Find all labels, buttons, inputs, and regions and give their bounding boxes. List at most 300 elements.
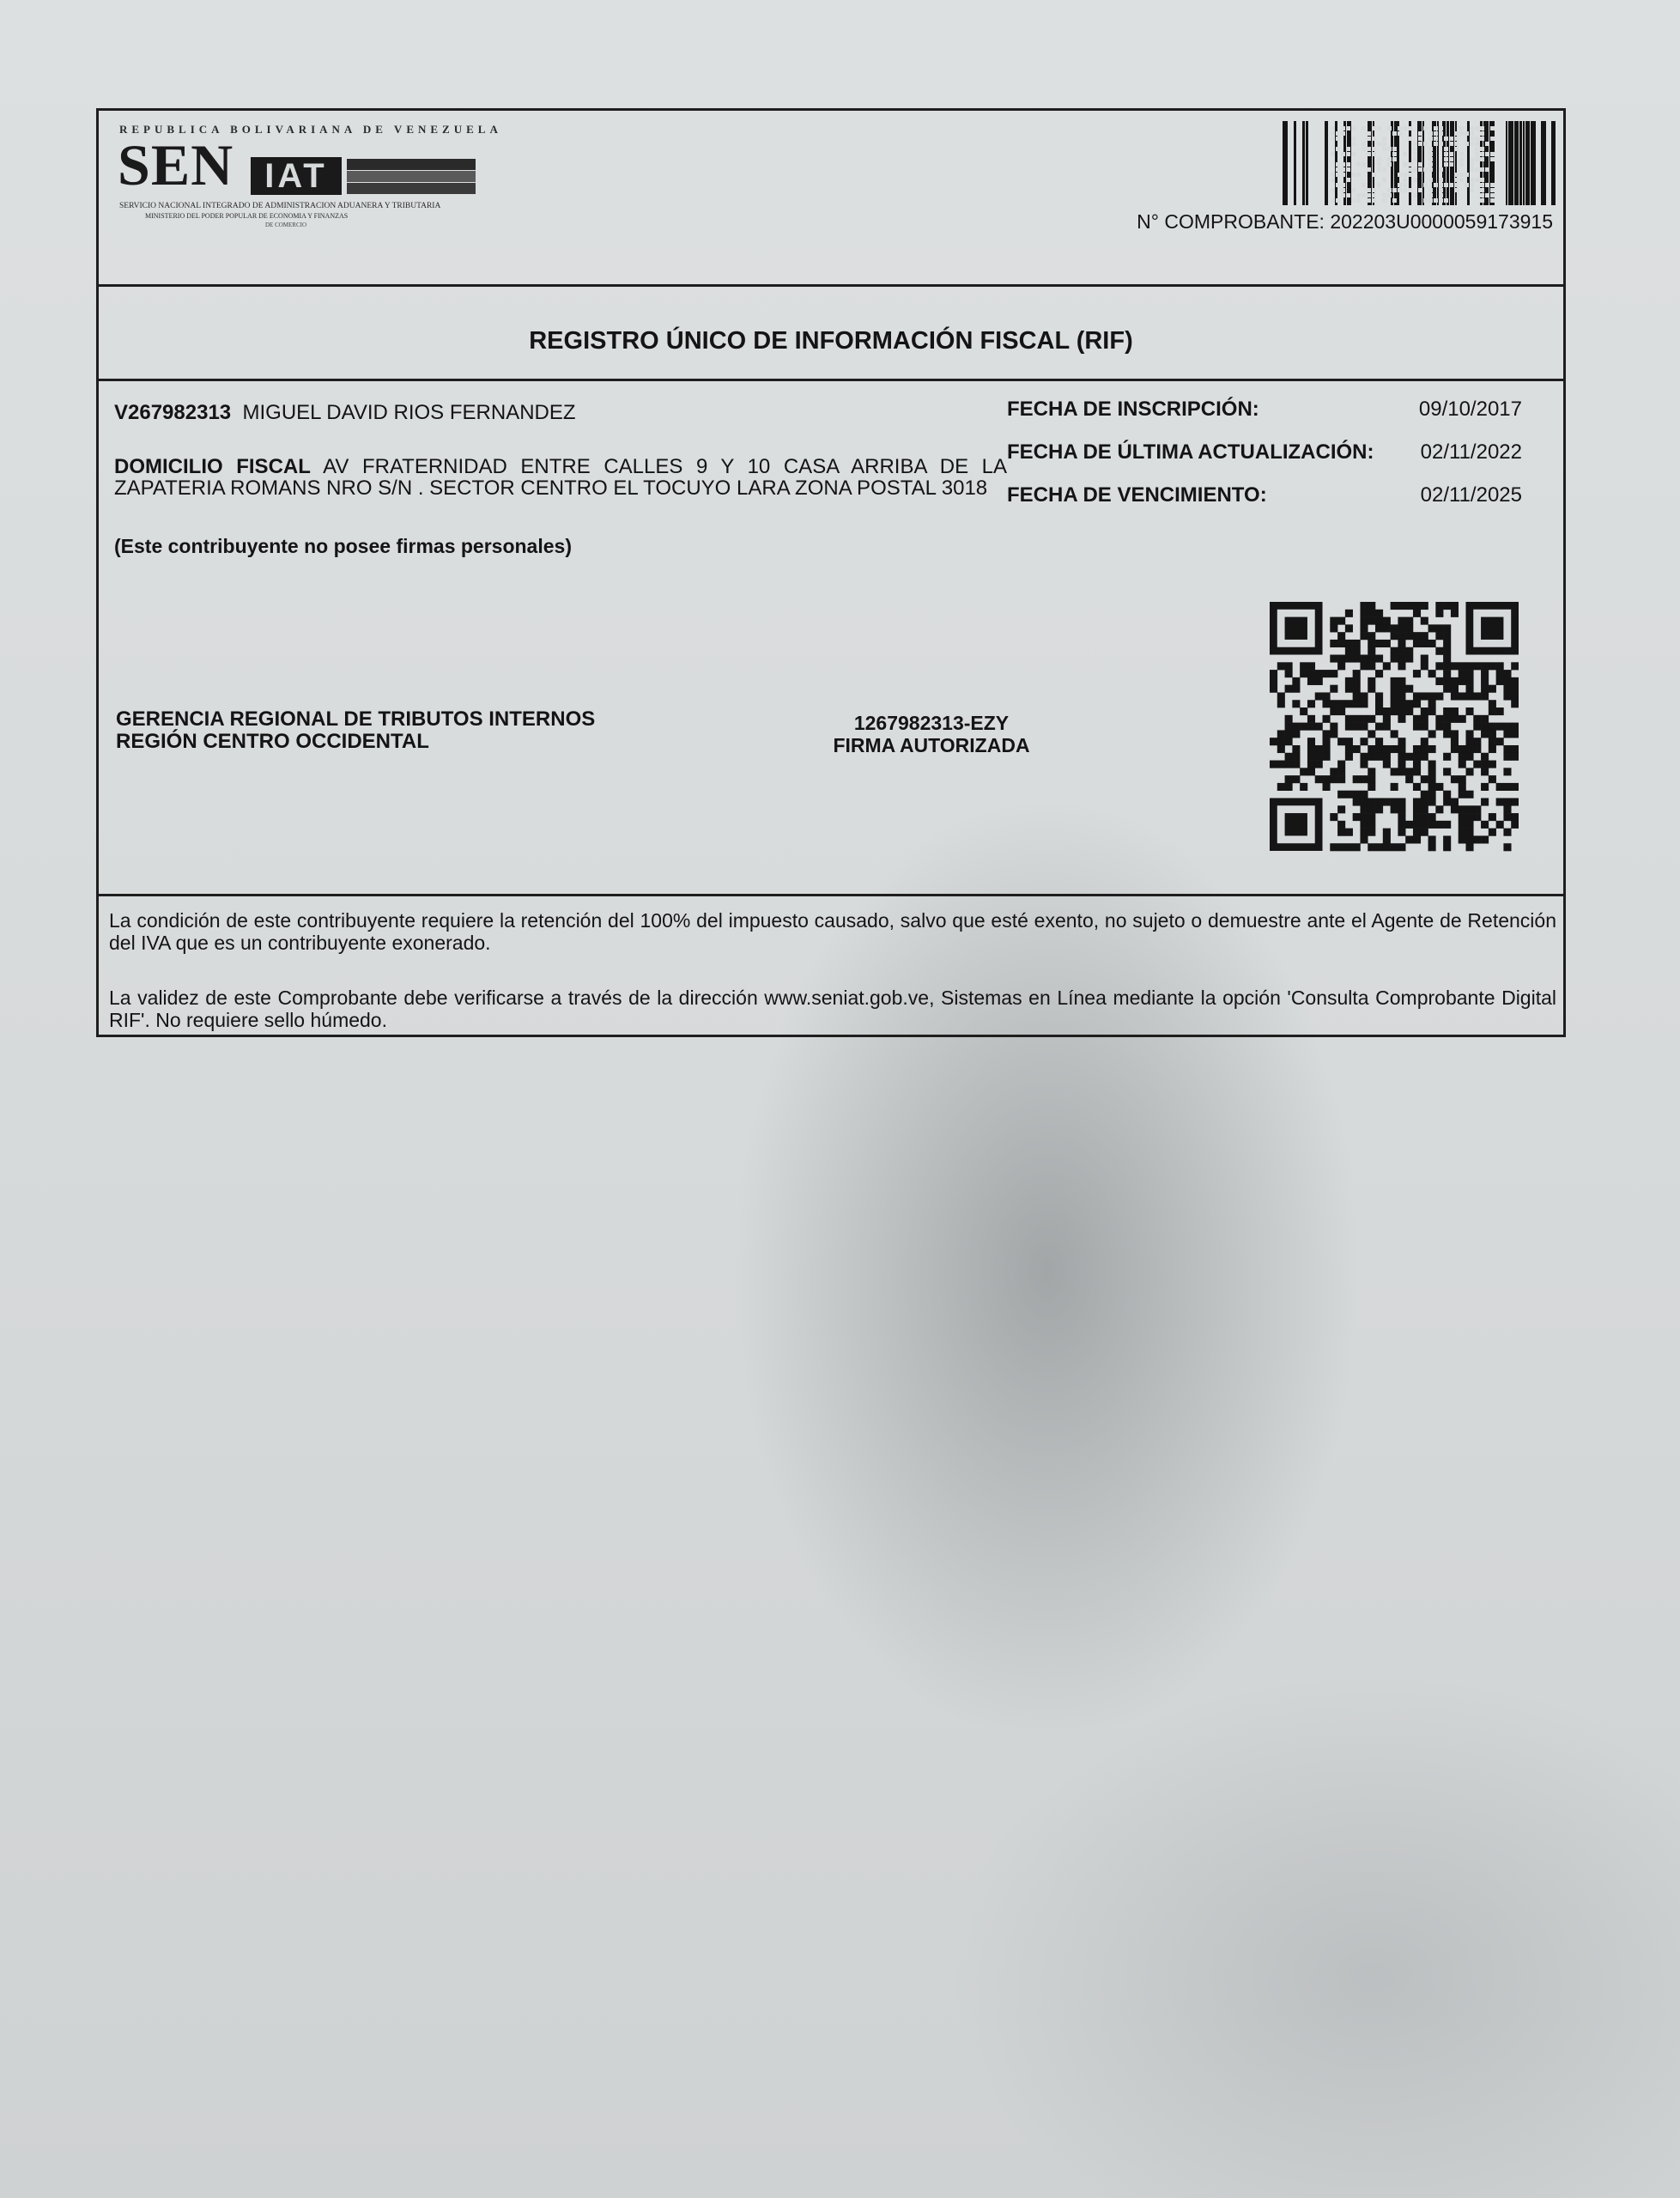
qr-module — [1459, 761, 1466, 768]
barcode-cell — [1392, 131, 1397, 136]
barcode-cell — [1392, 147, 1397, 151]
qr-module — [1375, 640, 1383, 647]
qr-module — [1489, 730, 1496, 738]
qr-module — [1391, 655, 1398, 663]
barcode-cell — [1387, 188, 1392, 192]
divider — [99, 894, 1563, 896]
barcode-2d — [1279, 121, 1556, 205]
qr-module — [1353, 715, 1361, 723]
qr-module — [1323, 670, 1331, 677]
qr-finder — [1285, 813, 1307, 835]
qr-module — [1360, 798, 1368, 805]
qr-module — [1383, 798, 1391, 805]
barcode-cell — [1470, 167, 1474, 172]
qr-module — [1368, 783, 1375, 791]
barcode-cell — [1423, 126, 1428, 131]
barcode-cell — [1449, 152, 1453, 156]
qr-module — [1383, 617, 1391, 625]
qr-module — [1421, 662, 1428, 670]
barcode-cell — [1454, 188, 1459, 192]
qr-module — [1435, 677, 1443, 685]
qr-module — [1503, 813, 1511, 821]
barcode-cell — [1346, 178, 1350, 182]
qr-module — [1307, 753, 1315, 761]
qr-module — [1345, 624, 1353, 632]
barcode-cell — [1475, 178, 1479, 182]
qr-module — [1285, 723, 1293, 731]
qr-module — [1503, 730, 1511, 738]
qr-module — [1443, 662, 1451, 670]
barcode-cell — [1387, 147, 1392, 151]
barcode-cell — [1470, 131, 1474, 136]
qr-module — [1503, 670, 1511, 677]
qr-module — [1459, 692, 1466, 700]
qr-module — [1292, 677, 1300, 685]
barcode-cell — [1449, 137, 1453, 141]
barcode-cell — [1356, 193, 1361, 197]
barcode-cell — [1351, 152, 1356, 156]
qr-module — [1459, 805, 1466, 813]
qr-module — [1330, 707, 1337, 715]
qr-module — [1398, 700, 1405, 707]
barcode-cell — [1382, 142, 1386, 146]
validity-note: La validez de este Comprobante debe verificarse a través de la dirección www.seniat.gob.ve, Sistemas en Línea mediante la opción 'Consulta Comprobante Digital RIF'. No requiere sello húmedo. — [109, 987, 1556, 1031]
qr-module — [1413, 753, 1421, 761]
fiscal-address — [114, 456, 1007, 499]
qr-module — [1489, 700, 1496, 707]
qr-module — [1496, 723, 1504, 731]
barcode-cell — [1336, 167, 1340, 172]
qr-module — [1337, 738, 1345, 745]
authorized-signature — [794, 712, 1069, 756]
qr-module — [1337, 805, 1345, 813]
qr-module — [1300, 670, 1307, 677]
qr-module — [1443, 753, 1451, 761]
qr-module — [1421, 640, 1428, 647]
qr-module — [1443, 715, 1451, 723]
qr-module — [1481, 685, 1489, 693]
qr-module — [1443, 707, 1451, 715]
barcode-cell — [1444, 152, 1448, 156]
qr-module — [1353, 640, 1361, 647]
barcode-cell — [1480, 137, 1484, 141]
qr-module — [1360, 761, 1368, 768]
address-value: AV FRATERNIDAD ENTRE CALLES 9 Y 10 CASA ARRIBA DE LA ZAPATERIA ROMANS NRO S/N . SECTOR CENTRO EL TOCUYO LARA ZONA POSTAL 3018 — [114, 455, 1008, 500]
qr-module — [1375, 707, 1383, 715]
qr-module — [1337, 700, 1345, 707]
barcode-cell — [1372, 193, 1376, 197]
barcode-cell — [1485, 167, 1489, 172]
qr-module — [1330, 624, 1337, 632]
barcode-cell — [1392, 198, 1397, 203]
barcode-cell — [1470, 142, 1474, 146]
barcode-cell — [1336, 183, 1340, 187]
qr-module — [1511, 692, 1519, 700]
qr-module — [1353, 843, 1361, 851]
barcode-bar — [1294, 121, 1296, 205]
qr-module — [1496, 670, 1504, 677]
document-title: REGISTRO ÚNICO DE INFORMACIÓN FISCAL (RIF) — [529, 327, 1133, 355]
barcode-cell — [1382, 137, 1386, 141]
barcode-cell — [1367, 193, 1371, 197]
barcode-cell — [1382, 193, 1386, 197]
barcode-cell — [1444, 157, 1448, 161]
divider — [99, 284, 1563, 287]
signature-code: 1267982313-EZY — [853, 712, 1010, 734]
qr-module — [1473, 662, 1481, 670]
barcode-cell — [1428, 147, 1433, 151]
qr-module — [1405, 647, 1413, 655]
logo-ministry: MINISTERIO DEL PODER POPULAR DE ECONOMIA Y FINANZAS — [145, 212, 349, 220]
barcode-cell — [1480, 188, 1484, 192]
barcode-cell — [1475, 157, 1479, 161]
barcode-cell — [1331, 152, 1335, 156]
barcode-cell — [1336, 147, 1340, 151]
qr-module — [1391, 798, 1398, 805]
barcode-cell — [1351, 173, 1356, 177]
barcode-cell — [1331, 178, 1335, 182]
barcode-cell — [1418, 188, 1422, 192]
signature-label: FIRMA AUTORIZADA — [833, 734, 1030, 756]
qr-module — [1421, 602, 1428, 610]
qr-module — [1398, 738, 1405, 745]
qr-module — [1368, 753, 1375, 761]
qr-code — [1270, 602, 1519, 853]
qr-module — [1421, 738, 1428, 745]
barcode-cell — [1454, 147, 1459, 151]
qr-module — [1292, 753, 1300, 761]
qr-module — [1398, 707, 1405, 715]
barcode-cell — [1403, 183, 1407, 187]
barcode-cell — [1465, 142, 1469, 146]
comprobante-label: N° COMPROBANTE: — [1137, 210, 1325, 233]
qr-module — [1435, 692, 1443, 700]
barcode-cell — [1418, 131, 1422, 136]
regional-office — [116, 708, 595, 753]
qr-module — [1443, 602, 1451, 610]
qr-module — [1368, 662, 1375, 670]
qr-module — [1465, 745, 1473, 753]
qr-module — [1428, 692, 1436, 700]
qr-module — [1443, 632, 1451, 640]
barcode-cell — [1413, 178, 1417, 182]
barcode-cell — [1367, 167, 1371, 172]
barcode-cell — [1351, 126, 1356, 131]
dates-block — [1007, 398, 1522, 526]
qr-module — [1481, 798, 1489, 805]
qr-module — [1465, 692, 1473, 700]
barcode-cell — [1336, 198, 1340, 203]
qr-module — [1337, 662, 1345, 670]
qr-module — [1405, 707, 1413, 715]
qr-module — [1451, 692, 1459, 700]
barcode-cell — [1434, 137, 1438, 141]
qr-module — [1277, 738, 1285, 745]
qr-module — [1428, 821, 1436, 829]
qr-module — [1345, 843, 1353, 851]
barcode-cell — [1490, 193, 1495, 197]
qr-module — [1443, 677, 1451, 685]
barcode-cell — [1423, 167, 1428, 172]
qr-module — [1435, 647, 1443, 655]
barcode-cell — [1485, 142, 1489, 146]
qr-module — [1345, 745, 1353, 753]
qr-module — [1413, 715, 1421, 723]
barcode-cell — [1331, 126, 1335, 131]
qr-module — [1307, 715, 1315, 723]
qr-module — [1375, 843, 1383, 851]
qr-module — [1292, 775, 1300, 783]
qr-module — [1360, 700, 1368, 707]
qr-module — [1360, 821, 1368, 829]
qr-module — [1375, 723, 1383, 731]
qr-module — [1398, 677, 1405, 685]
qr-module — [1375, 805, 1383, 813]
qr-module — [1428, 783, 1436, 791]
date-row-last-update — [1007, 440, 1522, 483]
qr-module — [1421, 723, 1428, 731]
qr-module — [1405, 632, 1413, 640]
qr-module — [1465, 662, 1473, 670]
qr-module — [1451, 745, 1459, 753]
qr-module — [1277, 730, 1285, 738]
barcode-cell — [1356, 198, 1361, 203]
barcode-cell — [1418, 137, 1422, 141]
qr-module — [1511, 813, 1519, 821]
qr-module — [1503, 692, 1511, 700]
qr-module — [1345, 677, 1353, 685]
qr-module — [1383, 640, 1391, 647]
qr-module — [1443, 723, 1451, 731]
qr-module — [1353, 745, 1361, 753]
barcode-cell — [1465, 183, 1469, 187]
qr-module — [1360, 655, 1368, 663]
qr-module — [1398, 692, 1405, 700]
qr-module — [1285, 775, 1293, 783]
qr-module — [1459, 753, 1466, 761]
qr-module — [1391, 730, 1398, 738]
qr-module — [1345, 791, 1353, 798]
comprobante-number — [1137, 210, 1553, 234]
barcode-cell — [1480, 183, 1484, 187]
qr-module — [1270, 761, 1277, 768]
qr-module — [1465, 730, 1473, 738]
qr-module — [1459, 745, 1466, 753]
qr-module — [1345, 685, 1353, 693]
barcode-cell — [1372, 152, 1376, 156]
barcode-cell — [1362, 162, 1366, 167]
qr-module — [1345, 738, 1353, 745]
qr-module — [1315, 677, 1323, 685]
qr-module — [1511, 662, 1519, 670]
barcode-cell — [1346, 193, 1350, 197]
qr-module — [1489, 745, 1496, 753]
barcode-cell — [1475, 142, 1479, 146]
qr-module — [1428, 761, 1436, 768]
qr-module — [1503, 685, 1511, 693]
barcode-cell — [1362, 142, 1366, 146]
qr-module — [1337, 821, 1345, 829]
qr-module — [1345, 700, 1353, 707]
qr-module — [1368, 647, 1375, 655]
qr-module — [1330, 843, 1337, 851]
qr-module — [1503, 677, 1511, 685]
region-line: REGIÓN CENTRO OCCIDENTAL — [116, 730, 429, 753]
barcode-cell — [1362, 147, 1366, 151]
qr-module — [1315, 761, 1323, 768]
qr-module — [1307, 723, 1315, 731]
barcode-cell — [1413, 167, 1417, 172]
qr-module — [1496, 677, 1504, 685]
barcode-cell — [1470, 126, 1474, 131]
qr-module — [1398, 821, 1405, 829]
barcode-cell — [1439, 131, 1443, 136]
barcode-cell — [1454, 178, 1459, 182]
qr-module — [1451, 707, 1459, 715]
qr-module — [1413, 602, 1421, 610]
qr-module — [1368, 798, 1375, 805]
qr-module — [1503, 843, 1511, 851]
qr-module — [1353, 647, 1361, 655]
barcode-cell — [1377, 157, 1381, 161]
barcode-cell — [1490, 183, 1495, 187]
barcode-cell — [1403, 162, 1407, 167]
qr-module — [1383, 707, 1391, 715]
barcode-cell — [1398, 183, 1402, 187]
barcode-cell — [1403, 152, 1407, 156]
barcode-bar — [1283, 121, 1288, 205]
qr-module — [1511, 745, 1519, 753]
qr-module — [1405, 617, 1413, 625]
barcode-cell — [1408, 188, 1412, 192]
qr-module — [1292, 700, 1300, 707]
barcode-cell — [1372, 198, 1376, 203]
barcode-cell — [1346, 147, 1350, 151]
qr-module — [1511, 821, 1519, 829]
qr-module — [1413, 761, 1421, 768]
qr-module — [1413, 783, 1421, 791]
qr-module — [1285, 662, 1293, 670]
qr-module — [1459, 783, 1466, 791]
qr-module — [1360, 753, 1368, 761]
qr-module — [1459, 662, 1466, 670]
barcode-cell — [1480, 178, 1484, 182]
qr-module — [1489, 685, 1496, 693]
qr-module — [1398, 715, 1405, 723]
barcode-cell — [1485, 183, 1489, 187]
qr-module — [1337, 655, 1345, 663]
barcode-cell — [1459, 178, 1464, 182]
qr-module — [1489, 761, 1496, 768]
barcode-cell — [1449, 183, 1453, 187]
qr-module — [1323, 753, 1331, 761]
qr-module — [1435, 805, 1443, 813]
qr-module — [1375, 617, 1383, 625]
barcode-cell — [1439, 188, 1443, 192]
qr-module — [1405, 685, 1413, 693]
qr-module — [1383, 723, 1391, 731]
qr-finder — [1481, 617, 1503, 640]
barcode-cell — [1341, 193, 1345, 197]
barcode-bar — [1514, 121, 1519, 205]
barcode-cell — [1413, 193, 1417, 197]
qr-module — [1428, 791, 1436, 798]
qr-module — [1465, 685, 1473, 693]
qr-module — [1337, 768, 1345, 775]
qr-module — [1345, 655, 1353, 663]
qr-module — [1285, 730, 1293, 738]
qr-module — [1398, 685, 1405, 693]
barcode-cell — [1341, 183, 1345, 187]
qr-module — [1473, 738, 1481, 745]
qr-module — [1330, 670, 1337, 677]
barcode-cell — [1408, 167, 1412, 172]
barcode-cell — [1485, 152, 1489, 156]
qr-module — [1496, 738, 1504, 745]
barcode-cell — [1470, 183, 1474, 187]
barcode-cell — [1341, 173, 1345, 177]
barcode-cell — [1428, 152, 1433, 156]
qr-module — [1465, 835, 1473, 843]
barcode-cell — [1341, 152, 1345, 156]
qr-module — [1383, 745, 1391, 753]
logo-box: IAT — [251, 157, 342, 195]
barcode-cell — [1454, 142, 1459, 146]
qr-module — [1459, 829, 1466, 836]
qr-module — [1465, 768, 1473, 775]
qr-module — [1443, 670, 1451, 677]
barcode-cell — [1475, 126, 1479, 131]
qr-module — [1459, 670, 1466, 677]
qr-module — [1383, 761, 1391, 768]
barcode-cell — [1439, 178, 1443, 182]
qr-module — [1413, 670, 1421, 677]
qr-module — [1368, 632, 1375, 640]
qr-module — [1315, 723, 1323, 731]
qr-module — [1421, 655, 1428, 663]
barcode-cell — [1459, 152, 1464, 156]
qr-module — [1465, 829, 1473, 836]
qr-module — [1368, 745, 1375, 753]
barcode-cell — [1408, 137, 1412, 141]
qr-module — [1368, 730, 1375, 738]
qr-module — [1330, 723, 1337, 731]
qr-module — [1465, 753, 1473, 761]
qr-module — [1511, 798, 1519, 805]
barcode-cell — [1480, 152, 1484, 156]
qr-module — [1503, 723, 1511, 731]
qr-module — [1489, 662, 1496, 670]
qr-module — [1459, 835, 1466, 843]
qr-module — [1489, 738, 1496, 745]
qr-module — [1398, 647, 1405, 655]
barcode-cell — [1449, 157, 1453, 161]
qr-module — [1398, 798, 1405, 805]
qr-module — [1383, 662, 1391, 670]
qr-module — [1481, 677, 1489, 685]
qr-module — [1451, 775, 1459, 783]
qr-module — [1360, 813, 1368, 821]
barcode-cell — [1403, 173, 1407, 177]
qr-module — [1465, 813, 1473, 821]
qr-module — [1307, 670, 1315, 677]
qr-module — [1285, 685, 1293, 693]
barcode-cell — [1428, 178, 1433, 182]
barcode-cell — [1351, 198, 1356, 203]
qr-module — [1435, 602, 1443, 610]
date-value: 02/11/2022 — [1420, 440, 1522, 464]
qr-finder — [1285, 617, 1307, 640]
